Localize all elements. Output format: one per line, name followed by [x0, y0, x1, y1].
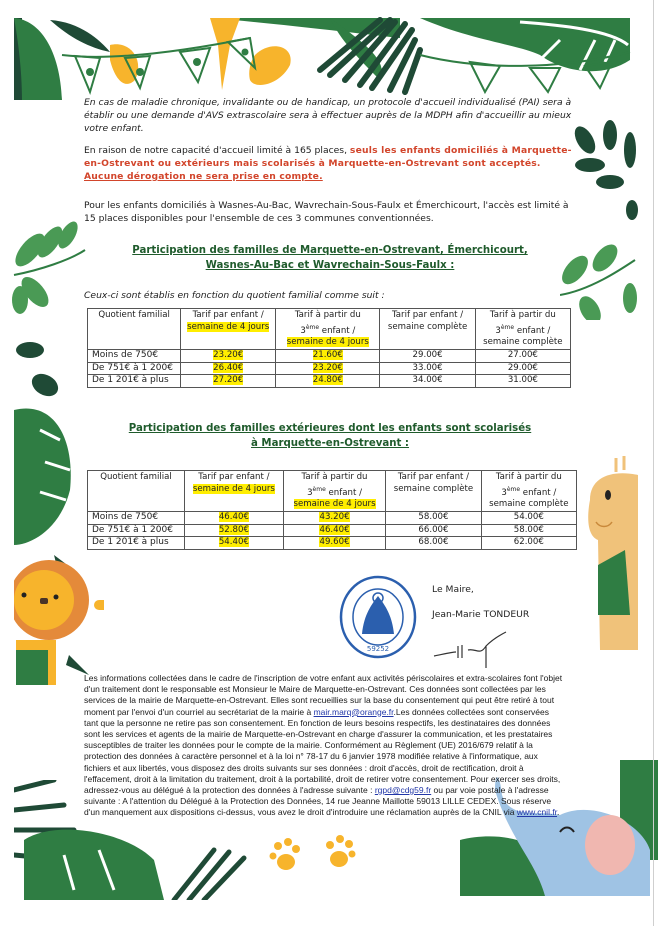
- cell-t4: 27.20€: [181, 375, 276, 388]
- header-quotient: Quotient familial: [88, 471, 185, 512]
- cell-tc-3: 58.00€: [481, 524, 576, 537]
- cell-t4: 54.40€: [185, 537, 284, 550]
- table-header-row: [88, 471, 577, 512]
- header-tarif-3e-4j: Tarif à partir du 3ème enfant / semaine de 4 jours: [283, 471, 386, 512]
- cell-tc: 58.00€: [386, 512, 481, 525]
- table-row: [88, 350, 571, 363]
- cell-tc: 33.00€: [380, 362, 475, 375]
- cell-quotient: De 1 201€ à plus: [88, 537, 185, 550]
- lion-illustration: [14, 555, 104, 685]
- table-row: [88, 537, 577, 550]
- paw-print-icon: [268, 838, 304, 874]
- table-row: [88, 512, 577, 525]
- jungle-banner-decoration: [0, 0, 658, 100]
- tarif-table-exterieurs: [87, 470, 577, 550]
- header-tarif-complete: Tarif par enfant / semaine complète: [380, 309, 475, 350]
- cell-tc: 29.00€: [380, 350, 475, 363]
- giraffe-illustration: [580, 450, 644, 650]
- cell-t4-3: 46.40€: [283, 524, 386, 537]
- cell-tc-3: 62.00€: [481, 537, 576, 550]
- cell-tc-3: 27.00€: [475, 350, 570, 363]
- header-tarif-4j: Tarif par enfant / semaine de 4 jours: [181, 309, 276, 350]
- cell-t4: 23.20€: [181, 350, 276, 363]
- signature-role: Le Maire,: [432, 584, 474, 595]
- cell-tc-3: 29.00€: [475, 362, 570, 375]
- gdpr-legal-notice: Les informations collectées dans le cadre de l'inscription de votre enfant aux activités périscolaires et extra-scolaires font l'objet d'un traitement dont le responsable est Monsieur le Maire de Marquette-en-Ostrevant. Ces données sont collectées par les services de la mairie de Marquette-en-Ostrevant. Elles sont recueillies sur la base du consentement qui peut être retiré à tout moment par l'envoi d'un courriel au secrétariat de la mairie à mair.marq@orange.fr.Les données collectées sont conservées tant que la personne ne retire pas son consentement. En fonction de leurs besoins respectifs, les destinataires des données sont les services et agents de la mairie de Marquette-en-Ostrevant en charge d'assurer la communication, et les prestataires susceptibles de traiter les données pour le compte de la mairie. Conformément au Règlement (UE) 2016/679 relatif à la protection des données à caractère personnel et à la loi n° 78-17 du 6 janvier 1978 modifiée relative à l'informatique, aux fichiers et aux libertés, vous disposez des droits suivants sur ses données : droit d'accès, droit de rectification, droit à l'effacement, droit à la limitation du traitement, droit à la portabilité, droit de retirer votre consentement. Pour exercer ses droits, adressez-vous au délégué à la protection des données à l'adresse suivante : rgpd@cdg59.fr ou par voie postale à l'adresse suivante : A l'attention du Délégué à la Protection des Données, 14 rue Jeanne Maillotte 59013 LILLE CEDEX. Sous réserve d'un manquement aux dispositions ci-dessus, vous avez le droit d'introduire une réclamation auprès de la CNIL via www.cnil.fr.: [84, 673, 563, 818]
- cell-quotient: De 751€ à 1 200€: [88, 362, 181, 375]
- cell-t4: 26.40€: [181, 362, 276, 375]
- section1-intro: Ceux-ci sont établis en fonction du quotient familial comme suit :: [84, 290, 385, 301]
- right-leaves-decoration: [560, 120, 658, 320]
- cell-tc: 68.00€: [386, 537, 481, 550]
- communes-paragraph: Pour les enfants domiciliés à Wasnes-Au-Bac, Wavrechain-Sous-Faulx et Émerchicourt, l'accès est limité à 15 places disponibles pour l'ensemble de ces 3 communes conventionnées.: [84, 200, 569, 224]
- pai-paragraph: En cas de maladie chronique, invalidante ou de handicap, un protocole d'accueil individualisé (PAI) sera à établir ou une demande d'AVS extrascolaire sera à effectuer auprès de la MDPH afin d'accueillir au mieux votre enfant.: [84, 97, 572, 134]
- section1-title: [100, 243, 560, 273]
- capacity-paragraph: [84, 144, 574, 183]
- cell-quotient: De 751€ à 1 200€: [88, 524, 185, 537]
- cell-tc-3: 54.00€: [481, 512, 576, 525]
- section1-title-line2: Wasnes-Au-Bac et Wavrechain-Sous-Faulx :: [205, 260, 455, 271]
- no-derogation-warning: Aucune dérogation ne sera prise en compte.: [84, 171, 323, 182]
- page-edge-divider: [653, 0, 654, 926]
- mairie-email-link[interactable]: mair.marq@orange.fr: [313, 706, 394, 717]
- cell-quotient: Moins de 750€: [88, 350, 181, 363]
- section1-title-line1: Participation des familles de Marquette-en-Ostrevant, Émerchicourt,: [132, 245, 528, 256]
- table-row: [88, 524, 577, 537]
- paw-print-icon: [322, 835, 358, 871]
- header-quotient: Quotient familial: [88, 309, 181, 350]
- table-row: [88, 362, 571, 375]
- cell-quotient: Moins de 750€: [88, 512, 185, 525]
- section2-title-line2: à Marquette-en-Ostrevant :: [251, 438, 409, 449]
- capacity-warning: seuls les enfants domiciliés à Marquette-en-Ostrevant ou extérieurs mais scolarisés à Marquette-en-Ostrevant sont acceptés.: [84, 145, 572, 169]
- cell-t4: 52.80€: [185, 524, 284, 537]
- cell-t4-3: 49.60€: [283, 537, 386, 550]
- header-tarif-3e-complete: Tarif à partir du 3ème enfant / semaine complète: [475, 309, 570, 350]
- svg-text:59252: 59252: [366, 645, 390, 653]
- cell-tc-3: 31.00€: [475, 375, 570, 388]
- section2-title-line1: Participation des familles extérieures dont les enfants sont scolarisés: [128, 423, 532, 434]
- cnil-website-link[interactable]: www.cnil.fr: [516, 807, 558, 818]
- header-tarif-3e-4j: Tarif à partir du 3ème enfant / semaine de 4 jours: [276, 309, 380, 350]
- header-tarif-4j: Tarif par enfant / semaine de 4 jours: [185, 471, 284, 512]
- handwritten-signature: [432, 628, 512, 668]
- tarif-table-residents: [87, 308, 571, 388]
- cell-t4-3: 24.80€: [276, 375, 380, 388]
- rgpd-email-link[interactable]: rgpd@cdg59.fr: [374, 785, 432, 796]
- cell-t4-3: 43.20€: [283, 512, 386, 525]
- left-leaves-decoration: [0, 200, 90, 560]
- section2-title: [100, 421, 560, 451]
- header-tarif-complete: Tarif par enfant / semaine complète: [386, 471, 481, 512]
- table-header-row: [88, 309, 571, 350]
- mairie-stamp-seal: [338, 574, 418, 660]
- capacity-text: En raison de notre capacité d'accueil limité à 165 places,: [84, 145, 350, 156]
- cell-quotient: De 1 201€ à plus: [88, 375, 181, 388]
- table-row: [88, 375, 571, 388]
- cell-t4: 46.40€: [185, 512, 284, 525]
- cell-tc: 34.00€: [380, 375, 475, 388]
- cell-t4-3: 23.20€: [276, 362, 380, 375]
- cell-t4-3: 21.60€: [276, 350, 380, 363]
- header-tarif-3e-complete: Tarif à partir du 3ème enfant / semaine complète: [481, 471, 576, 512]
- signature-name: Jean-Marie TONDEUR: [432, 609, 530, 620]
- cell-tc: 66.00€: [386, 524, 481, 537]
